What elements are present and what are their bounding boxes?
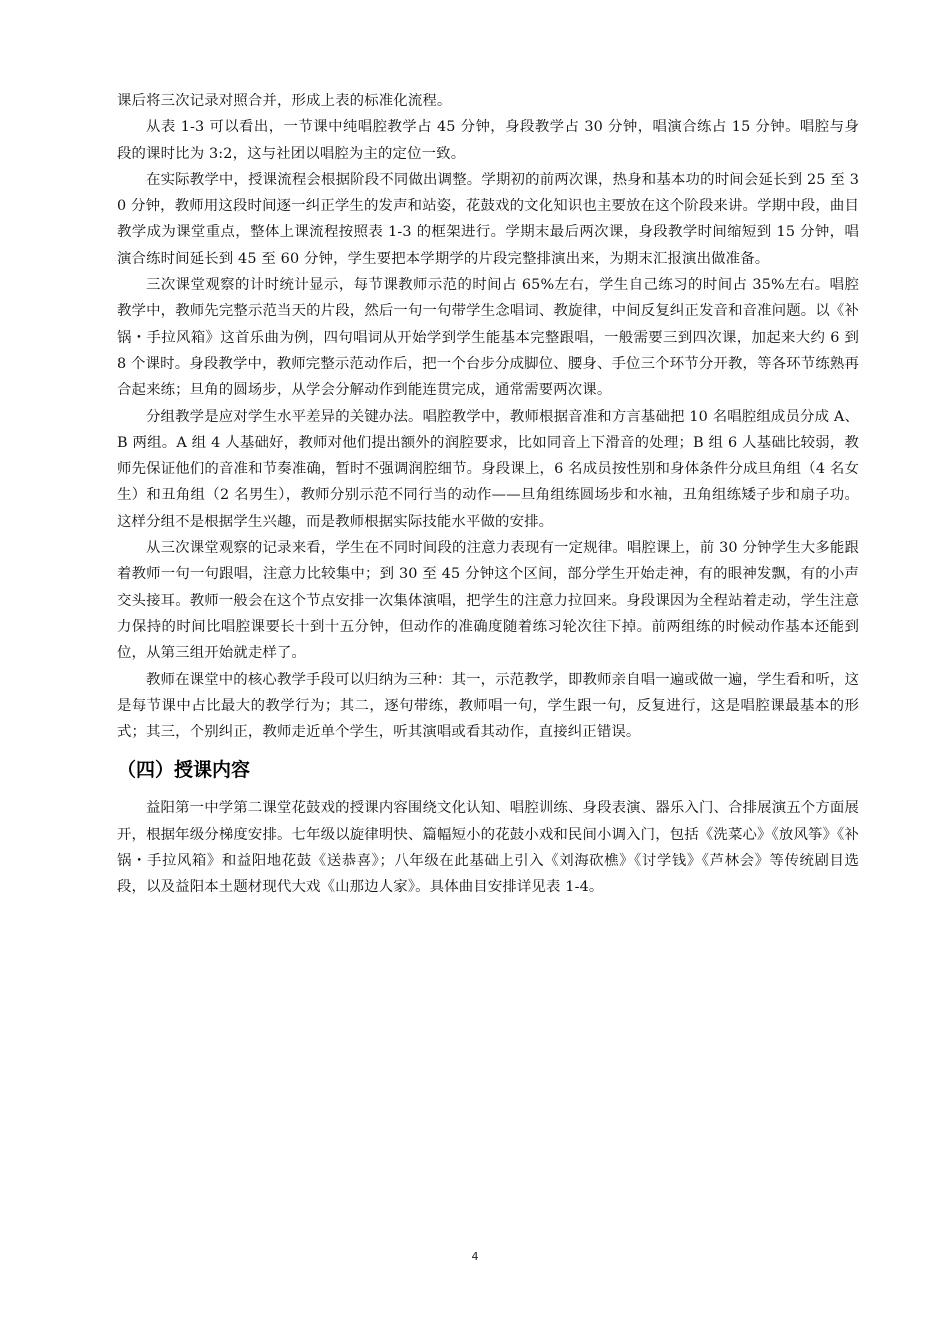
paragraph-time-statistics: 三次课堂观察的计时统计显示，每节课教师示范的时间占 65%左右，学生自己练习的时间占 35%左右。唱腔教学中，教师先完整示范当天的片段，然后一句一句带学生念唱词、教旋律，中间反复纠正发音和音准问题。以《补锅・手拉风箱》这首乐曲为例，四句唱词从开始学到学生能基本完整跟唱，一般需要三到四次课，加起来大约 6 到 8 个课时。身段教学中，教师完整示范动作后，把一个台步分成脚位、腰身、手位三个环节分开教，等各环节练熟再合起来练；旦角的圆场步，从学会分解动作到能连贯完成，通常需要两次课。 xyxy=(117,277,859,399)
paragraph-table-summary: 从表 1-3 可以看出，一节课中纯唱腔教学占 45 分钟，身段教学占 30 分钟，唱演合练占 15 分钟。唱腔与身段的课时比为 3:2，这与社团以唱腔为主的定位一致。 xyxy=(117,119,859,162)
section-heading: （四）授课内容 xyxy=(117,759,251,782)
paragraph-attention-pattern: 从三次课堂观察的记录来看，学生在不同时间段的注意力表现有一定规律。唱腔课上，前 30 分钟学生大多能跟着教师一句一句跟唱，注意力比较集中；到 30 至 45 分钟这个区间，部分学生开始走神，有的眼神发飘，有的小声交头接耳。教师一般会在这个节点安排一次集体演唱，把学生的注意力拉回来。身段课因为全程站着走动，学生注意力保持的时间比唱腔课要长十到十五分钟，但动作的准确度随着练习轮次往下掉。前两组练的时候动作基本还能到位，从第三组开始就走样了。 xyxy=(117,540,859,662)
paragraph-group-teaching: 分组教学是应对学生水平差异的关键办法。唱腔教学中，教师根据音准和方言基础把 10 名唱腔组成员分成 A、B 两组。A 组 4 人基础好，教师对他们提出额外的润腔要求，比如同音上下滑音的处理；B 组 6 人基础比较弱，教师先保证他们的音准和节奏准确，暂时不强调润腔细节。身段课上，6 名成员按性别和身体条件分成旦角组（4 名女生）和丑角组（2 名男生），教师分别示范不同行当的动作——旦角组练圆场步和水袖，丑角组练矮子步和扇子功。这样分组不是根据学生兴趣，而是教师根据实际技能水平做的安排。 xyxy=(117,408,859,530)
page-number: 4 xyxy=(471,1250,479,1263)
paragraph-course-content: 益阳第一中学第二课堂花鼓戏的授课内容围绕文化认知、唱腔训练、身段表演、器乐入门、合排展演五个方面展开，根据年级分梯度安排。七年级以旋律明快、篇幅短小的花鼓小戏和民间小调入门，包括《洗菜心》《放风筝》《补锅・手拉风箱》和益阳地花鼓《送恭喜》；八年级在此基础上引入《刘海砍樵》《讨学钱》《芦林会》等传统剧目选段，以及益阳本土题材现代大戏《山那边人家》。具体曲目安排详见表 1-4。 xyxy=(117,800,859,896)
paragraph-continuation: 课后将三次记录对照合并，形成上表的标准化流程。 xyxy=(117,93,452,109)
paragraph-stage-adjustment: 在实际教学中，授课流程会根据阶段不同做出调整。学期初的前两次课，热身和基本功的时间会延长到 25 至 30 分钟，教师用这段时间逐一纠正学生的发声和站姿，花鼓戏的文化知识也主要放在这个阶段来讲。学期中段，曲目教学成为课堂重点，整体上课流程按照表 1-3 的框架进行。学期末最后两次课，身段教学时间缩短到 15 分钟，唱演合练时间延长到 45 至 60 分钟，学生要把本学期学的片段完整排演出来，为期末汇报演出做准备。 xyxy=(117,171,859,267)
paragraph-teaching-methods: 教师在课堂中的核心教学手段可以归纳为三种：其一，示范教学，即教师亲自唱一遍或做一遍，学生看和听，这是每节课中占比最大的教学行为；其二，逐句带练，教师唱一句，学生跟一句，反复进行，这是唱腔课最基本的形式；其三，个别纠正，教师走近单个学生，听其演唱或看其动作，直接纠正错误。 xyxy=(117,671,859,741)
page-body xyxy=(117,88,859,901)
